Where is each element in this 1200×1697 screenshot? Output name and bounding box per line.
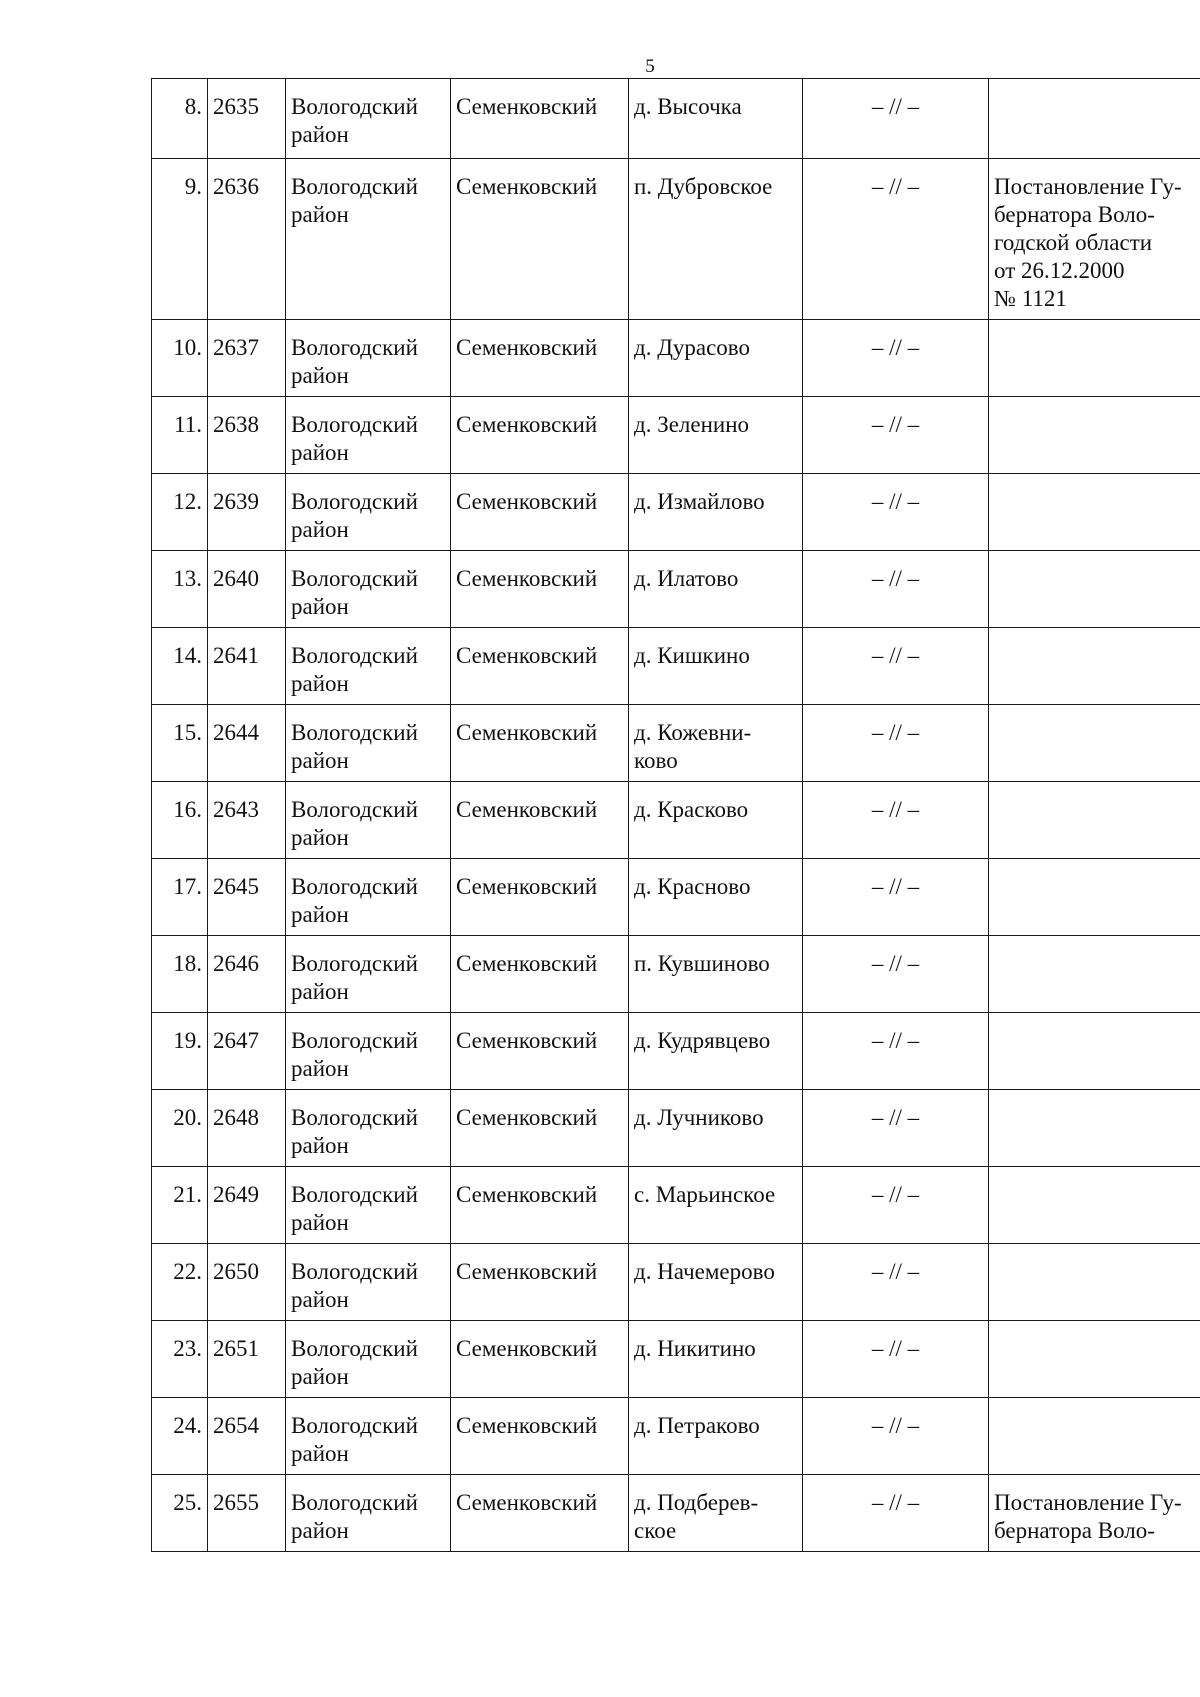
- object-code: 2639: [213, 489, 259, 514]
- cell-ditto-mark: [803, 1090, 989, 1167]
- settlement-name: д. Кожевни- ково: [634, 720, 752, 773]
- settlement-name: д. Подберев- ское: [634, 1490, 759, 1543]
- cell-object-code: [208, 1398, 286, 1475]
- cell-council-name: [451, 705, 629, 782]
- cell-district-name: [286, 1398, 451, 1475]
- object-code: 2655: [213, 1490, 259, 1515]
- object-code: 2640: [213, 566, 259, 591]
- cell-resolution-note: [989, 1090, 1200, 1167]
- settlement-name: д. Петраково: [634, 1413, 760, 1438]
- row-number: 15.: [173, 720, 202, 745]
- cell-object-code: [208, 474, 286, 551]
- table-row: [152, 551, 1200, 628]
- council-name: Семенковский: [456, 412, 598, 437]
- cell-settlement-name: [629, 782, 803, 859]
- cell-district-name: [286, 628, 451, 705]
- cell-row-number: [152, 1244, 208, 1321]
- settlement-name: п. Дубровское: [634, 174, 773, 199]
- cell-ditto-mark: [803, 628, 989, 705]
- row-number: 20.: [173, 1105, 202, 1130]
- district-name: Вологодский район: [291, 94, 418, 147]
- settlement-name: д. Начемерово: [634, 1259, 775, 1284]
- table-row: [152, 705, 1200, 782]
- cell-resolution-note: [989, 1398, 1200, 1475]
- table-row: [152, 320, 1200, 397]
- settlement-name: д. Зеленино: [634, 412, 750, 437]
- cell-object-code: [208, 320, 286, 397]
- settlements-table: [151, 78, 1200, 1552]
- cell-council-name: [451, 936, 629, 1013]
- cell-resolution-note: [989, 1475, 1200, 1552]
- cell-council-name: [451, 782, 629, 859]
- table-row: [152, 1244, 1200, 1321]
- cell-district-name: [286, 474, 451, 551]
- district-name: Вологодский район: [291, 720, 418, 773]
- cell-ditto-mark: [803, 1167, 989, 1244]
- cell-settlement-name: [629, 320, 803, 397]
- cell-council-name: [451, 859, 629, 936]
- cell-settlement-name: [629, 397, 803, 474]
- cell-settlement-name: [629, 1090, 803, 1167]
- object-code: 2654: [213, 1413, 259, 1438]
- cell-council-name: [451, 79, 629, 159]
- cell-district-name: [286, 1244, 451, 1321]
- cell-settlement-name: [629, 936, 803, 1013]
- ditto-mark: – // –: [871, 1105, 920, 1130]
- cell-ditto-mark: [803, 936, 989, 1013]
- district-name: Вологодский район: [291, 566, 418, 619]
- cell-ditto-mark: [803, 782, 989, 859]
- cell-settlement-name: [629, 159, 803, 320]
- cell-row-number: [152, 1090, 208, 1167]
- row-number: 10.: [173, 335, 202, 360]
- cell-settlement-name: [629, 705, 803, 782]
- cell-council-name: [451, 551, 629, 628]
- cell-ditto-mark: [803, 474, 989, 551]
- cell-settlement-name: [629, 1167, 803, 1244]
- object-code: 2636: [213, 174, 259, 199]
- cell-settlement-name: [629, 1013, 803, 1090]
- cell-settlement-name: [629, 1244, 803, 1321]
- cell-object-code: [208, 1321, 286, 1398]
- settlement-name: д. Красково: [634, 797, 749, 822]
- cell-district-name: [286, 1475, 451, 1552]
- cell-resolution-note: [989, 551, 1200, 628]
- council-name: Семенковский: [456, 720, 598, 745]
- cell-council-name: [451, 1244, 629, 1321]
- settlement-name: д. Илатово: [634, 566, 739, 591]
- object-code: 2643: [213, 797, 259, 822]
- cell-row-number: [152, 1475, 208, 1552]
- row-number: 23.: [173, 1336, 202, 1361]
- cell-row-number: [152, 1398, 208, 1475]
- cell-resolution-note: [989, 1167, 1200, 1244]
- object-code: 2645: [213, 874, 259, 899]
- cell-ditto-mark: [803, 1244, 989, 1321]
- ditto-mark: – // –: [871, 489, 920, 514]
- cell-resolution-note: [989, 705, 1200, 782]
- object-code: 2648: [213, 1105, 259, 1130]
- cell-district-name: [286, 936, 451, 1013]
- table-row: [152, 859, 1200, 936]
- cell-object-code: [208, 936, 286, 1013]
- ditto-mark: – // –: [871, 1490, 920, 1515]
- cell-district-name: [286, 705, 451, 782]
- cell-district-name: [286, 1090, 451, 1167]
- object-code: 2641: [213, 643, 259, 668]
- cell-ditto-mark: [803, 159, 989, 320]
- cell-district-name: [286, 320, 451, 397]
- ditto-mark: – // –: [871, 874, 920, 899]
- cell-resolution-note: [989, 474, 1200, 551]
- object-code: 2650: [213, 1259, 259, 1284]
- table-row: [152, 1013, 1200, 1090]
- cell-row-number: [152, 79, 208, 159]
- row-number: 14.: [173, 643, 202, 668]
- cell-council-name: [451, 1167, 629, 1244]
- district-name: Вологодский район: [291, 1336, 418, 1389]
- settlement-name: п. Кувшиново: [634, 951, 770, 976]
- district-name: Вологодский район: [291, 951, 418, 1004]
- row-number: 8.: [184, 94, 202, 119]
- cell-resolution-note: [989, 397, 1200, 474]
- row-number: 24.: [173, 1413, 202, 1438]
- cell-object-code: [208, 1475, 286, 1552]
- settlement-name: д. Кудрявцево: [634, 1028, 771, 1053]
- cell-row-number: [152, 782, 208, 859]
- row-number: 16.: [173, 797, 202, 822]
- council-name: Семенковский: [456, 874, 598, 899]
- cell-ditto-mark: [803, 859, 989, 936]
- settlement-name: д. Кишкино: [634, 643, 750, 668]
- cell-settlement-name: [629, 859, 803, 936]
- cell-object-code: [208, 79, 286, 159]
- page-number: 5: [645, 56, 655, 77]
- cell-district-name: [286, 859, 451, 936]
- cell-row-number: [152, 397, 208, 474]
- cell-council-name: [451, 474, 629, 551]
- cell-ditto-mark: [803, 1398, 989, 1475]
- cell-resolution-note: [989, 628, 1200, 705]
- district-name: Вологодский район: [291, 797, 418, 850]
- cell-ditto-mark: [803, 705, 989, 782]
- council-name: Семенковский: [456, 1028, 598, 1053]
- table-row: [152, 397, 1200, 474]
- cell-row-number: [152, 551, 208, 628]
- settlement-name: д. Дурасово: [634, 335, 751, 360]
- cell-resolution-note: [989, 782, 1200, 859]
- row-number: 11.: [174, 412, 202, 437]
- council-name: Семенковский: [456, 174, 598, 199]
- council-name: Семенковский: [456, 566, 598, 591]
- resolution-note: Постановление Гу- бернатора Воло-: [994, 1490, 1182, 1543]
- ditto-mark: – // –: [871, 412, 920, 437]
- cell-resolution-note: [989, 159, 1200, 320]
- resolution-note: Постановление Гу- бернатора Воло- годской области от 26.12.2000 № 1121: [994, 174, 1182, 311]
- ditto-mark: – // –: [871, 335, 920, 360]
- cell-council-name: [451, 1475, 629, 1552]
- cell-district-name: [286, 782, 451, 859]
- cell-object-code: [208, 551, 286, 628]
- council-name: Семенковский: [456, 951, 598, 976]
- ditto-mark: – // –: [871, 643, 920, 668]
- district-name: Вологодский район: [291, 335, 418, 388]
- district-name: Вологодский район: [291, 1490, 418, 1543]
- cell-council-name: [451, 397, 629, 474]
- table-row: [152, 936, 1200, 1013]
- table-body: [152, 79, 1200, 1552]
- cell-ditto-mark: [803, 1475, 989, 1552]
- settlement-name: с. Марьинское: [634, 1182, 776, 1207]
- cell-resolution-note: [989, 79, 1200, 159]
- table-row: [152, 159, 1200, 320]
- cell-district-name: [286, 159, 451, 320]
- ditto-mark: – // –: [871, 797, 920, 822]
- object-code: 2644: [213, 720, 259, 745]
- council-name: Семенковский: [456, 335, 598, 360]
- cell-district-name: [286, 1013, 451, 1090]
- cell-settlement-name: [629, 79, 803, 159]
- council-name: Семенковский: [456, 1105, 598, 1130]
- cell-settlement-name: [629, 1475, 803, 1552]
- table-row: [152, 474, 1200, 551]
- council-name: Семенковский: [456, 1413, 598, 1438]
- cell-row-number: [152, 159, 208, 320]
- object-code: 2646: [213, 951, 259, 976]
- cell-council-name: [451, 320, 629, 397]
- district-name: Вологодский район: [291, 1413, 418, 1466]
- row-number: 22.: [173, 1259, 202, 1284]
- cell-resolution-note: [989, 320, 1200, 397]
- council-name: Семенковский: [456, 797, 598, 822]
- table-row: [152, 79, 1200, 159]
- district-name: Вологодский район: [291, 1182, 418, 1235]
- cell-council-name: [451, 159, 629, 320]
- cell-object-code: [208, 1244, 286, 1321]
- table-row: [152, 1090, 1200, 1167]
- district-name: Вологодский район: [291, 412, 418, 465]
- cell-resolution-note: [989, 859, 1200, 936]
- cell-district-name: [286, 397, 451, 474]
- table-row: [152, 1398, 1200, 1475]
- row-number: 17.: [173, 874, 202, 899]
- ditto-mark: – // –: [871, 174, 920, 199]
- cell-object-code: [208, 1013, 286, 1090]
- cell-object-code: [208, 1167, 286, 1244]
- cell-settlement-name: [629, 628, 803, 705]
- council-name: Семенковский: [456, 1182, 598, 1207]
- cell-row-number: [152, 1321, 208, 1398]
- cell-ditto-mark: [803, 79, 989, 159]
- cell-council-name: [451, 1398, 629, 1475]
- cell-district-name: [286, 79, 451, 159]
- council-name: Семенковский: [456, 94, 598, 119]
- ditto-mark: – // –: [871, 951, 920, 976]
- cell-district-name: [286, 551, 451, 628]
- cell-ditto-mark: [803, 1321, 989, 1398]
- table-row: [152, 782, 1200, 859]
- cell-object-code: [208, 628, 286, 705]
- cell-row-number: [152, 705, 208, 782]
- table-row: [152, 1475, 1200, 1552]
- table-row: [152, 1167, 1200, 1244]
- cell-row-number: [152, 474, 208, 551]
- cell-resolution-note: [989, 1013, 1200, 1090]
- cell-settlement-name: [629, 1398, 803, 1475]
- cell-object-code: [208, 782, 286, 859]
- cell-settlement-name: [629, 474, 803, 551]
- council-name: Семенковский: [456, 1336, 598, 1361]
- cell-settlement-name: [629, 551, 803, 628]
- ditto-mark: – // –: [871, 1182, 920, 1207]
- cell-row-number: [152, 320, 208, 397]
- ditto-mark: – // –: [871, 720, 920, 745]
- settlement-name: д. Высочка: [634, 94, 742, 119]
- cell-ditto-mark: [803, 1013, 989, 1090]
- settlement-name: д. Никитино: [634, 1336, 756, 1361]
- settlement-name: д. Измайлово: [634, 489, 765, 514]
- object-code: 2638: [213, 412, 259, 437]
- district-name: Вологодский район: [291, 489, 418, 542]
- cell-resolution-note: [989, 1244, 1200, 1321]
- cell-council-name: [451, 628, 629, 705]
- object-code: 2647: [213, 1028, 259, 1053]
- cell-row-number: [152, 628, 208, 705]
- table-row: [152, 1321, 1200, 1398]
- cell-council-name: [451, 1321, 629, 1398]
- district-name: Вологодский район: [291, 174, 418, 227]
- cell-row-number: [152, 1167, 208, 1244]
- cell-object-code: [208, 859, 286, 936]
- row-number: 13.: [173, 566, 202, 591]
- district-name: Вологодский район: [291, 1259, 418, 1312]
- settlement-name: д. Красново: [634, 874, 751, 899]
- cell-resolution-note: [989, 936, 1200, 1013]
- cell-ditto-mark: [803, 320, 989, 397]
- district-name: Вологодский район: [291, 1105, 418, 1158]
- ditto-mark: – // –: [871, 94, 920, 119]
- object-code: 2651: [213, 1336, 259, 1361]
- row-number: 18.: [173, 951, 202, 976]
- ditto-mark: – // –: [871, 1413, 920, 1438]
- row-number: 19.: [173, 1028, 202, 1053]
- cell-object-code: [208, 705, 286, 782]
- ditto-mark: – // –: [871, 1259, 920, 1284]
- cell-district-name: [286, 1321, 451, 1398]
- cell-object-code: [208, 1090, 286, 1167]
- cell-settlement-name: [629, 1321, 803, 1398]
- cell-council-name: [451, 1013, 629, 1090]
- cell-object-code: [208, 159, 286, 320]
- table-row: [152, 628, 1200, 705]
- ditto-mark: – // –: [871, 1028, 920, 1053]
- row-number: 21.: [173, 1182, 202, 1207]
- council-name: Семенковский: [456, 643, 598, 668]
- council-name: Семенковский: [456, 1259, 598, 1284]
- cell-district-name: [286, 1167, 451, 1244]
- ditto-mark: – // –: [871, 1336, 920, 1361]
- cell-resolution-note: [989, 1321, 1200, 1398]
- cell-object-code: [208, 397, 286, 474]
- district-name: Вологодский район: [291, 1028, 418, 1081]
- object-code: 2635: [213, 94, 259, 119]
- cell-ditto-mark: [803, 551, 989, 628]
- cell-ditto-mark: [803, 397, 989, 474]
- object-code: 2637: [213, 335, 259, 360]
- cell-row-number: [152, 1013, 208, 1090]
- council-name: Семенковский: [456, 489, 598, 514]
- district-name: Вологодский район: [291, 643, 418, 696]
- row-number: 25.: [173, 1490, 202, 1515]
- row-number: 12.: [173, 489, 202, 514]
- cell-row-number: [152, 859, 208, 936]
- council-name: Семенковский: [456, 1490, 598, 1515]
- row-number: 9.: [184, 174, 202, 199]
- cell-row-number: [152, 936, 208, 1013]
- ditto-mark: – // –: [871, 566, 920, 591]
- cell-council-name: [451, 1090, 629, 1167]
- settlement-name: д. Лучниково: [634, 1105, 764, 1130]
- district-name: Вологодский район: [291, 874, 418, 927]
- object-code: 2649: [213, 1182, 259, 1207]
